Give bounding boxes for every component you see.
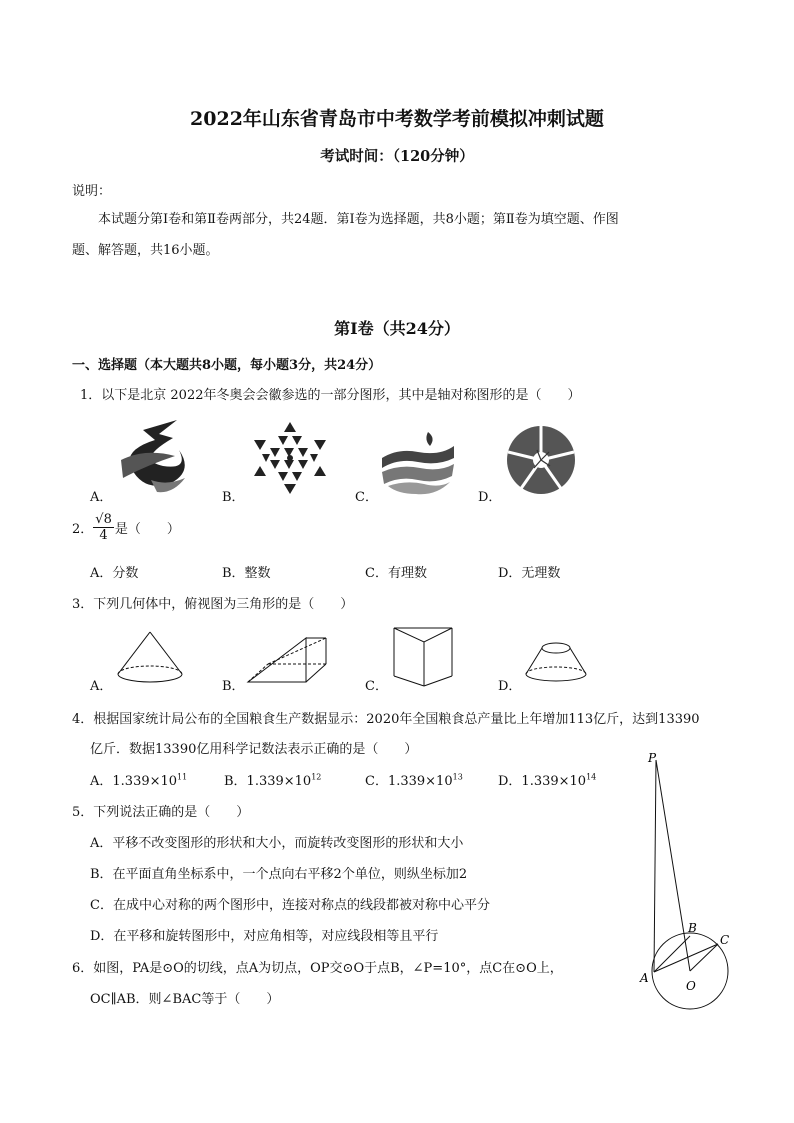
line-ab [654,936,690,972]
q4-option-c-exp: 13 [452,772,463,782]
q4-option-a [90,770,187,789]
q2-option-c: C．有理数 [365,566,427,581]
q5-option-b: B．在平面直角坐标系中，一个点向右平移2个单位，则纵坐标加2 [90,867,468,882]
q4-option-b-exp: 12 [311,772,322,782]
line-oc [690,944,718,971]
label-b: B [688,921,697,935]
q2-frac-num: √8 [95,512,112,527]
triangular-prism-figure [244,634,332,688]
q5-option-d: D．在平移和旋转图形中，对应角相等，对应线段相等且平行 [90,929,439,944]
label-c: C [720,933,730,947]
q2-fraction [93,512,114,543]
q4-option-d-base: D．1.339×10 [498,774,587,789]
q2-stem [72,512,180,543]
line-pa [654,760,656,972]
q4-option-c-base: C．1.339×10 [365,774,453,789]
cone-figure [112,630,188,686]
q1-option-a: A． [90,490,113,505]
line-po [656,760,690,971]
q3-option-b: B． [222,679,245,694]
emblem-a-figure [115,420,197,500]
q3-option-a: A． [90,679,113,694]
label-p: P [648,751,657,765]
q2-option-a: A．分数 [90,566,139,581]
q6-stem-line2: OC∥AB．则∠BAC等于（ ） [90,992,280,1007]
label-a: A [640,971,649,985]
section-title: 第Ⅰ卷（共24分） [334,319,460,338]
instructions-label: 说明： [72,184,112,199]
q2-option-d: D．无理数 [498,566,561,581]
q5-option-a: A．平移不改变图形的形状和大小，而旋转改变图形的形状和大小 [90,836,464,851]
q2-option-b: B．整数 [222,566,271,581]
q4-stem-line1: 4．根据国家统计局公布的全国粮食生产数据显示：2020年全国粮食总产量比上年增加113亿斤，达到13390 [72,712,700,727]
q4-option-d-exp: 14 [586,772,597,782]
q3-stem: 3．下列几何体中，俯视图为三角形的是（ ） [72,597,354,612]
triangular-prism-upright-figure [388,624,458,688]
q1-option-d: D． [478,490,502,505]
q4-option-a-exp: 11 [177,772,188,782]
q4-option-b [224,770,321,789]
q2-suffix: 是（ ） [114,522,180,537]
emblem-d-figure [504,424,578,496]
q1-option-c: C． [355,490,378,505]
section-heading: 一、选择题（本大题共8小题，每小题3分，共24分） [72,358,382,373]
q1-stem: 1．以下是北京 2022年冬奥会会徽参选的一部分图形，其中是轴对称图形的是（ ） [80,388,581,403]
q5-option-c: C．在成中心对称的两个图形中，连接对称点的线段都被对称中心平分 [90,898,490,913]
emblem-c-figure [378,424,458,496]
page-title: 2022年山东省青岛市中考数学考前模拟冲刺试题 [190,108,604,130]
q6-geometry-figure [634,746,744,1018]
exam-time: 考试时间：（120分钟） [320,148,474,165]
q4-option-c [365,770,463,789]
label-o: O [686,979,696,993]
q6-stem-line1: 6．如图，PA是⊙O的切线，点A为切点，OP交⊙O于点B，∠P=10°，点C在⊙O上， [72,961,563,976]
q4-stem-line2: 亿斤．数据13390亿用科学记数法表示正确的是（ ） [90,742,418,757]
q4-option-d [498,770,596,789]
q2-number: 2． [72,522,94,537]
q3-option-c: C． [365,679,388,694]
q5-stem: 5．下列说法正确的是（ ） [72,805,250,820]
q3-option-d: D． [498,679,522,694]
q4-option-b-base: B．1.339×10 [224,774,312,789]
emblem-b-figure [248,418,332,498]
instructions-line1: 本试题分第Ⅰ卷和第Ⅱ卷两部分，共24题．第Ⅰ卷为选择题，共8小题；第Ⅱ卷为填空题、作图 [98,212,619,227]
frustum-figure [522,640,590,684]
q1-option-b: B． [222,490,245,505]
instructions-line2: 题、解答题，共16小题。 [72,243,219,258]
q4-option-a-base: A．1.339×10 [90,774,178,789]
q2-frac-den: 4 [99,528,108,543]
